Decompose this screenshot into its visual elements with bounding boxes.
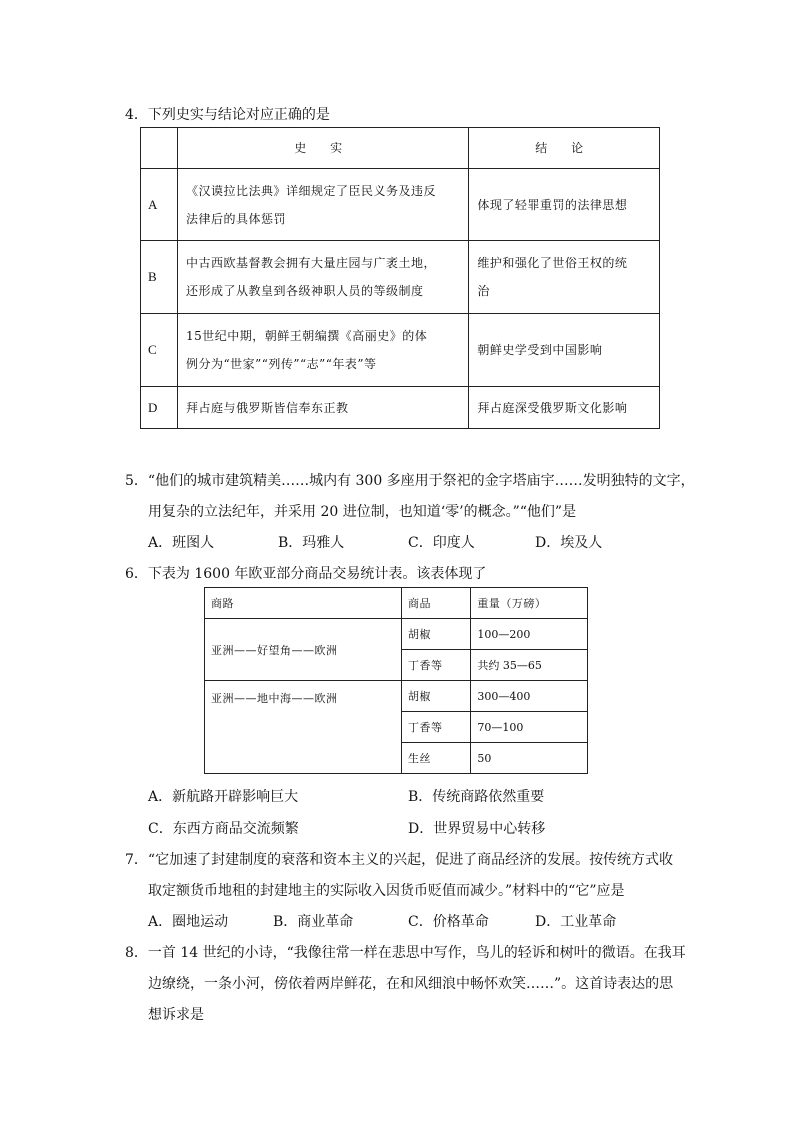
q4-stem: 4．下列史实与结论对应正确的是 <box>125 107 330 123</box>
q4-table-header <box>141 128 660 169</box>
row-conclusion <box>469 169 660 241</box>
q6-weight: 共约 35—65 <box>471 650 588 681</box>
q4-row-a <box>141 169 660 241</box>
row-label: B <box>141 241 178 314</box>
row-conclusion-line: 拜占庭深受俄罗斯文化影响 <box>477 400 628 415</box>
q6-row <box>205 681 588 712</box>
q6-header-weight: 重量（万磅） <box>471 588 588 619</box>
row-fact-line: 例分为“世家”“列传”“志”“年表”等 <box>185 357 377 371</box>
row-fact-line: 还形成了从教皇到各级神职人员的等级制度 <box>185 284 424 298</box>
q4-table <box>140 127 660 429</box>
row-fact-line: 法律后的具体惩罚 <box>185 211 286 226</box>
q4-row-d <box>141 387 660 429</box>
row-fact <box>177 241 468 314</box>
q4-header-conclusion: 结 论 <box>469 128 660 169</box>
row-fact <box>177 387 468 429</box>
q5-option-c: C．印度人 <box>408 535 475 551</box>
q6-route-mediterranean: 亚洲——地中海——欧洲 <box>205 681 402 774</box>
q4-row-b <box>141 241 660 314</box>
q6-row <box>205 619 588 650</box>
q5-line-2: 用复杂的立法纪年，并采用 20 进位制，也知道‘零’的概念。”“他们”是 <box>148 504 577 520</box>
row-label: D <box>141 387 178 429</box>
row-fact-line: 15世纪中期，朝鲜王朝编撰《高丽史》的体 <box>185 329 428 343</box>
q4-header-empty <box>141 128 178 169</box>
q6-goods: 胡椒 <box>402 619 471 650</box>
q6-option-a: A．新航路开辟影响巨大 <box>148 789 299 805</box>
q5-option-a: A．班图人 <box>148 535 215 551</box>
row-conclusion-line: 朝鲜史学受到中国影响 <box>477 343 603 357</box>
q7-option-c: C．价格革命 <box>408 914 489 930</box>
q6-weight: 100—200 <box>471 619 588 650</box>
q5-option-d: D．埃及人 <box>535 535 603 551</box>
row-fact-line: 《汉谟拉比法典》详细规定了臣民义务及违反 <box>185 183 436 198</box>
q6-header-route: 商路 <box>205 588 402 619</box>
q7-option-a: A．圈地运动 <box>148 914 229 930</box>
q6-goods: 丁香等 <box>402 712 471 743</box>
q6-weight: 50 <box>471 743 588 774</box>
q5-option-b: B．玛雅人 <box>278 535 345 551</box>
q7-option-b: B．商业革命 <box>273 914 354 930</box>
q6-table-header <box>205 588 588 619</box>
q8-line-2: 边缭绕，一条小河，傍依着两岸鲜花，在和风细浪中畅怀欢笑……”。这首诗表达的思 <box>148 976 674 992</box>
q8-line-3: 想诉求是 <box>148 1007 204 1023</box>
q6-weight: 300—400 <box>471 681 588 712</box>
q8-line-1: 8．一首 14 世纪的小诗，“我像往常一样在悲思中写作，鸟儿的轻诉和树叶的微语。在我耳 <box>125 945 686 961</box>
q6-route-cape: 亚洲——好望角——欧洲 <box>205 619 402 681</box>
row-fact-line: 中古西欧基督教会拥有大量庄园与广袤土地， <box>185 256 436 270</box>
q6-weight: 70—100 <box>471 712 588 743</box>
q6-goods: 丁香等 <box>402 650 471 681</box>
row-label: C <box>141 314 178 387</box>
row-conclusion <box>469 314 660 387</box>
row-fact <box>177 314 468 387</box>
row-conclusion-line: 治 <box>477 284 490 298</box>
q6-header-goods: 商品 <box>402 588 471 619</box>
q4-header-fact: 史 实 <box>177 128 468 169</box>
row-conclusion-line: 维护和强化了世俗王权的统 <box>477 256 628 270</box>
q5-line-1: 5．“他们的城市建筑精美……城内有 300 多座用于祭祀的金字塔庙宇……发明独特的文字， <box>125 473 695 489</box>
q6-table <box>204 587 588 774</box>
q6-goods: 生丝 <box>402 743 471 774</box>
q6-goods: 胡椒 <box>402 681 471 712</box>
q7-line-1: 7．“它加速了封建制度的衰落和资本主义的兴起，促进了商品经济的发展。按传统方式收 <box>125 852 674 868</box>
q7-option-d: D．工业革命 <box>535 914 617 930</box>
q6-option-d: D．世界贸易中心转移 <box>408 821 546 837</box>
row-conclusion <box>469 241 660 314</box>
q6-option-b: B．传统商路依然重要 <box>408 789 545 805</box>
q6-stem: 6．下表为 1600 年欧亚部分商品交易统计表。该表体现了 <box>125 566 487 582</box>
row-fact <box>177 169 468 241</box>
row-conclusion-line: 体现了轻罪重罚的法律思想 <box>477 197 628 212</box>
q6-option-c: C．东西方商品交流频繁 <box>148 821 299 837</box>
q7-line-2: 取定额货币地租的封建地主的实际收入因货币贬值而减少。”材料中的“它”应是 <box>148 883 625 899</box>
row-label: A <box>141 169 178 241</box>
q4-row-c <box>141 314 660 387</box>
row-fact-line: 拜占庭与俄罗斯皆信奉东正教 <box>185 400 349 415</box>
row-conclusion <box>469 387 660 429</box>
